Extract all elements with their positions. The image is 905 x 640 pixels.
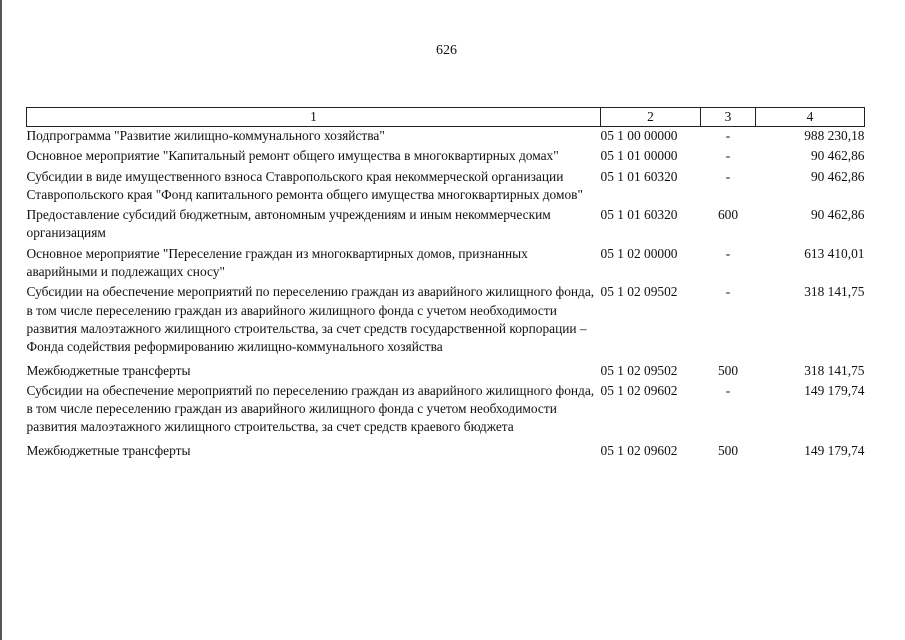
row-type: - (725, 382, 731, 398)
row-code: 05 1 02 09502 (600, 362, 678, 378)
row-name: Основное мероприятие "Переселение граждан из многоквартирных домов, признанных аварийными и подлежащих сносу" (26, 245, 528, 280)
row-type: 500 (717, 362, 739, 378)
header-col-2: 2 (601, 108, 701, 127)
row-amount: 318 141,75 (804, 284, 865, 300)
row-code: 05 1 02 09602 (600, 382, 678, 398)
row-type: - (725, 245, 731, 261)
row-name: Субсидии в виде имущественного взноса Ставропольского края некоммерческой организации Ставропольского края "Фонд капитального ремонта общего имущества многоквартирных домов" (26, 168, 583, 202)
table-row (27, 245, 865, 284)
page-left-edge (0, 0, 2, 640)
row-amount: 988 230,18 (804, 128, 865, 143)
row-name: Предоставление субсидий бюджетным, автономным учреждениям и иным некоммерческим организациям (26, 207, 551, 241)
row-name: Субсидии на обеспечение мероприятий по переселению граждан из аварийного жилищного фонда, в том числе переселению граждан из аварийного жилищного фонда с учетом необходимости развития малоэтажного жилищного строительства, за счет средств государственной корпорации – Фонда содействия реформированию жилищно-коммунального хозяйства (26, 284, 595, 355)
table-row (27, 442, 865, 462)
row-code: 05 1 02 09502 (600, 284, 678, 300)
row-name: Межбюджетные трансферты (26, 362, 191, 378)
header-col-1: 1 (27, 108, 601, 127)
row-code: 05 1 01 00000 (600, 148, 678, 164)
row-type: 600 (717, 207, 739, 223)
table-row (27, 206, 865, 245)
row-amount: 613 410,01 (804, 245, 865, 261)
row-code: 05 1 00 00000 (600, 128, 678, 143)
row-type: - (725, 284, 731, 300)
row-name: Межбюджетные трансферты (26, 442, 191, 458)
row-amount: 149 179,74 (804, 442, 865, 458)
row-name: Основное мероприятие "Капитальный ремонт общего имущества в многоквартирных домах" (26, 148, 559, 164)
row-name: Субсидии на обеспечение мероприятий по переселению граждан из аварийного жилищного фонда, в том числе переселению граждан из аварийного жилищного фонда с учетом необходимости развития малоэтажного жилищного строительства, за счет средств краевого бюджета (26, 382, 595, 435)
row-amount: 318 141,75 (804, 362, 865, 378)
row-type: 500 (717, 442, 739, 458)
row-name: Подпрограмма "Развитие жилищно-коммунального хозяйства" (26, 128, 385, 143)
row-code: 05 1 01 60320 (600, 207, 678, 223)
header-col-4: 4 (756, 108, 865, 127)
row-type: - (725, 148, 731, 164)
table-row (27, 147, 865, 167)
row-code: 05 1 02 09602 (600, 442, 678, 458)
row-amount: 149 179,74 (804, 382, 865, 398)
table-row (27, 127, 865, 148)
budget-table (26, 107, 865, 462)
header-col-3: 3 (701, 108, 756, 127)
row-amount: 90 462,86 (810, 207, 865, 223)
row-type: - (725, 128, 731, 143)
table-header-row (27, 108, 865, 127)
table-row (27, 283, 865, 361)
row-code: 05 1 01 60320 (600, 168, 678, 184)
table-row (27, 382, 865, 442)
row-amount: 90 462,86 (810, 148, 865, 164)
page-number: 626 (436, 43, 457, 58)
row-amount: 90 462,86 (810, 168, 865, 184)
row-type: - (725, 168, 731, 184)
table-row (27, 168, 865, 207)
table-row (27, 362, 865, 382)
row-code: 05 1 02 00000 (600, 245, 678, 261)
